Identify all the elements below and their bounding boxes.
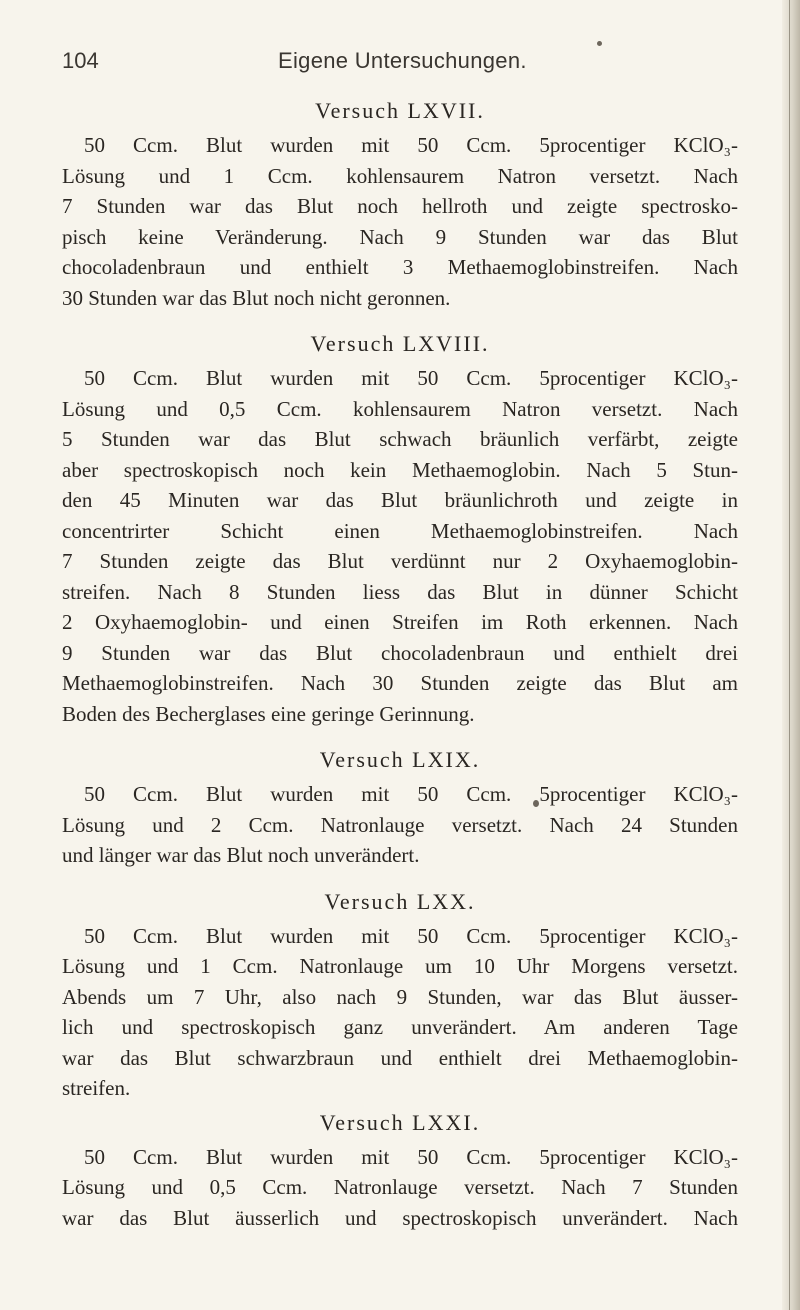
text-line: concentrirter Schicht einen Methaemoglobinstreifen. Nach bbox=[62, 518, 738, 543]
text-line: streifen. Nach 8 Stunden liess das Blut in dünner Schicht bbox=[62, 579, 738, 604]
text-line: Lösung und 1 Ccm. Natronlauge um 10 Uhr Morgens versetzt. bbox=[62, 954, 738, 978]
experiment-paragraph bbox=[62, 1142, 738, 1234]
experiment-heading: Versuch LXVIII. bbox=[310, 331, 490, 356]
experiment-section bbox=[62, 1106, 738, 1234]
experiment-paragraph bbox=[62, 130, 738, 313]
text-line: Lösung und 1 Ccm. kohlensaurem Natron versetzt. Nach bbox=[62, 163, 738, 188]
text-line: Lösung und 0,5 Ccm. kohlensaurem Natron versetzt. Nach bbox=[62, 396, 738, 421]
text-line: streifen. bbox=[62, 1076, 131, 1100]
text-line: 50 Ccm. Blut wurden mit 50 Ccm. 5procentiger KClO₃- bbox=[84, 366, 738, 390]
text-line: 50 Ccm. Blut wurden mit 50 Ccm. 5procentiger KClO₃- bbox=[84, 782, 738, 806]
text-line: Abends um 7 Uhr, also nach 9 Stunden, war das Blut äusser- bbox=[62, 984, 738, 1009]
running-head-title: Eigene Untersuchungen. bbox=[278, 48, 527, 73]
text-line: chocoladenbraun und enthielt 3 Methaemoglobinstreifen. Nach bbox=[62, 255, 738, 279]
book-spine-edge bbox=[782, 0, 800, 1310]
text-line: lich und spectroskopisch ganz unverändert. Am anderen Tage bbox=[62, 1015, 738, 1039]
experiment-section bbox=[62, 327, 738, 729]
text-line: 9 Stunden war das Blut chocoladenbraun und enthielt drei bbox=[62, 640, 738, 665]
text-line: 50 Ccm. Blut wurden mit 50 Ccm. 5procentiger KClO₃- bbox=[84, 923, 738, 948]
experiment-section bbox=[62, 94, 738, 313]
experiment-paragraph bbox=[62, 779, 738, 871]
text-line: und länger war das Blut noch unverändert. bbox=[62, 843, 420, 867]
text-line: 50 Ccm. Blut wurden mit 50 Ccm. 5procentiger KClO₃- bbox=[84, 133, 738, 157]
experiment-heading: Versuch LXX. bbox=[324, 888, 476, 914]
text-line: Lösung und 0,5 Ccm. Natronlauge versetzt. Nach 7 Stunden bbox=[62, 1175, 738, 1199]
experiment-heading: Versuch LXVII. bbox=[315, 98, 485, 123]
experiment-paragraph bbox=[62, 363, 738, 729]
running-head bbox=[62, 40, 738, 80]
page-number: 104 bbox=[62, 48, 99, 73]
text-line: pisch keine Veränderung. Nach 9 Stunden war das Blut bbox=[62, 224, 738, 249]
page-edge-line bbox=[789, 0, 790, 1310]
text-line: 7 Stunden zeigte das Blut verdünnt nur 2 Oxyhaemoglobin- bbox=[62, 549, 738, 573]
text-line: Boden des Becherglases eine geringe Gerinnung. bbox=[62, 701, 475, 726]
text-line: war das Blut schwarzbraun und enthielt drei Methaemoglobin- bbox=[62, 1045, 738, 1070]
text-line: Methaemoglobinstreifen. Nach 30 Stunden zeigte das Blut am bbox=[62, 671, 738, 695]
experiment-section bbox=[62, 743, 738, 871]
body-text bbox=[62, 94, 738, 1233]
experiment-section bbox=[62, 885, 738, 1104]
text-line: 5 Stunden war das Blut schwach bräunlich verfärbt, zeigte bbox=[62, 427, 738, 451]
text-line: 2 Oxyhaemoglobin- und einen Streifen im Roth erkennen. Nach bbox=[62, 610, 738, 634]
text-line: aber spectroskopisch noch kein Methaemoglobin. Nach 5 Stun- bbox=[62, 457, 738, 482]
text-line: 7 Stunden war das Blut noch hellroth und zeigte spectrosko- bbox=[62, 194, 738, 218]
experiment-heading: Versuch LXIX. bbox=[319, 747, 481, 772]
text-line: den 45 Minuten war das Blut bräunlichroth und zeigte in bbox=[62, 488, 738, 512]
experiment-paragraph bbox=[62, 921, 738, 1104]
text-line: war das Blut äusserlich und spectroskopisch unverändert. Nach bbox=[62, 1205, 738, 1230]
book-page bbox=[62, 40, 738, 1233]
text-line: Lösung und 2 Ccm. Natronlauge versetzt. Nach 24 Stunden bbox=[62, 812, 738, 837]
text-line: 50 Ccm. Blut wurden mit 50 Ccm. 5procentiger KClO₃- bbox=[84, 1144, 738, 1169]
text-line: 30 Stunden war das Blut noch nicht geronnen. bbox=[62, 285, 451, 310]
experiment-heading: Versuch LXXI. bbox=[319, 1109, 481, 1135]
